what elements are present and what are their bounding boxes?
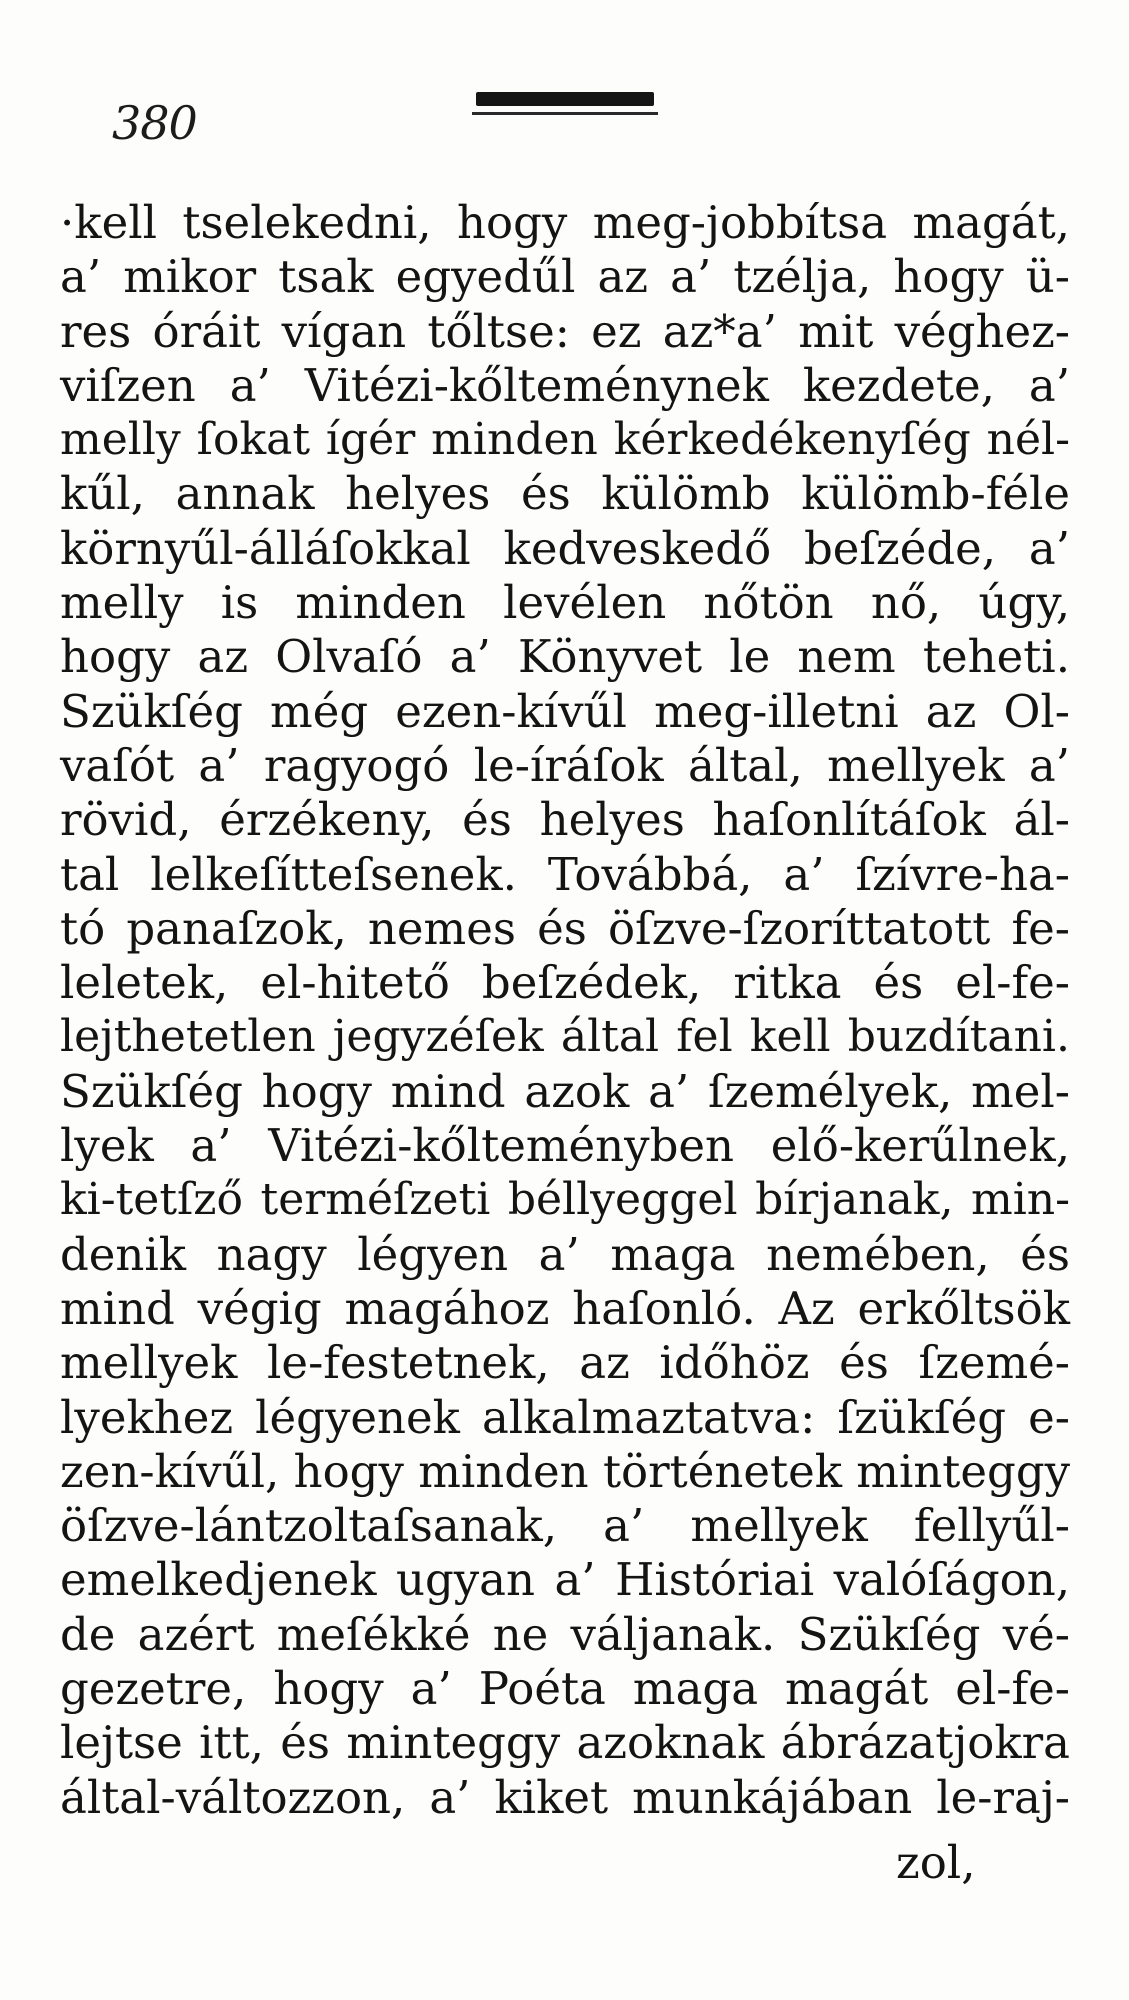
- text-line: Szükſég hogy mind azok a’ ſzemélyek, mel-: [60, 1064, 1070, 1118]
- header-rule-thin: [472, 112, 658, 115]
- text-line: környűl-álláſokkal kedveskedő beſzéde, a’: [60, 521, 1070, 575]
- text-line: vaſót a’ ragyogó le-íráſok által, mellyek a’: [60, 738, 1070, 792]
- text-line: rövid, érzékeny, és helyes haſonlítáſok ál-: [60, 793, 1070, 847]
- text-line: Szükſég még ezen-kívűl meg-illetni az Ol-: [60, 684, 1070, 738]
- text-line: öſzve-lántzoltaſsanak, a’ mellyek fellyűl-: [60, 1499, 1070, 1553]
- text-line: zen-kívűl, hogy minden történetek minteggy: [60, 1444, 1071, 1498]
- page-number: 380: [112, 96, 197, 150]
- text-line: denik nagy légyen a’ maga nemében, és: [60, 1227, 1070, 1281]
- text-line: ·kell tselekedni, hogy meg-jobbítsa magát,: [60, 196, 1070, 249]
- text-line: lyek a’ Vitézi-kőlteményben elő-kerűlnek,: [60, 1119, 1070, 1173]
- text-line: melly ſokat ígér minden kérkedékenyſég nél-: [60, 414, 1070, 466]
- text-line: res óráit vígan tőltse: ez az*a’ mit véghez-: [60, 304, 1070, 358]
- catchword: zol,: [896, 1836, 976, 1889]
- text-line: hogy az Olvaſó a’ Könyvet le nem teheti.: [60, 630, 1070, 684]
- text-line: tal lelkeſítteſsenek. Továbbá, a’ ſzívre-ha-: [60, 847, 1070, 901]
- text-line: által-változzon, a’ kiket munkájában le-raj-: [60, 1770, 1070, 1824]
- text-line: ki-tetſző terméſzeti béllyeggel bírjanak, min-: [60, 1174, 1070, 1226]
- text-line: leletek, el-hitető beſzédek, ritka és el-fe-: [60, 956, 1070, 1010]
- text-line: kűl, annak helyes és külömb külömb-féle: [60, 467, 1070, 521]
- text-line: a’ mikor tsak egyedűl az a’ tzélja, hogy ü-: [60, 250, 1070, 304]
- body-text: [60, 196, 1070, 1825]
- text-line: mind végig magához haſonló. Az erkőltsök: [60, 1281, 1070, 1335]
- text-line: melly is minden levélen nőtön nő, úgy,: [60, 576, 1070, 630]
- header-rule: [476, 92, 654, 106]
- text-line: lyekhez légyenek alkalmaztatva: ſzükſég e-: [60, 1390, 1070, 1444]
- text-line: lejtse itt, és minteggy azoknak ábrázatjokra: [60, 1716, 1070, 1770]
- text-line: viſzen a’ Vitézi-kőlteménynek kezdete, a’: [60, 358, 1070, 412]
- text-line: gezetre, hogy a’ Poéta maga magát el-fe-: [60, 1662, 1070, 1716]
- text-line: lejthetetlen jegyzéſek által fel kell buzdítani.: [60, 1011, 1070, 1063]
- text-line: mellyek le-festetnek, az időhöz és ſzemé-: [60, 1336, 1070, 1390]
- text-line: de azért meſékké ne váljanak. Szükſég vé-: [60, 1607, 1070, 1661]
- text-line: emelkedjenek ugyan a’ Históriai valóſágon,: [60, 1553, 1070, 1607]
- text-line: tó panaſzok, nemes és öſzve-ſzoríttatott fe-: [60, 901, 1070, 955]
